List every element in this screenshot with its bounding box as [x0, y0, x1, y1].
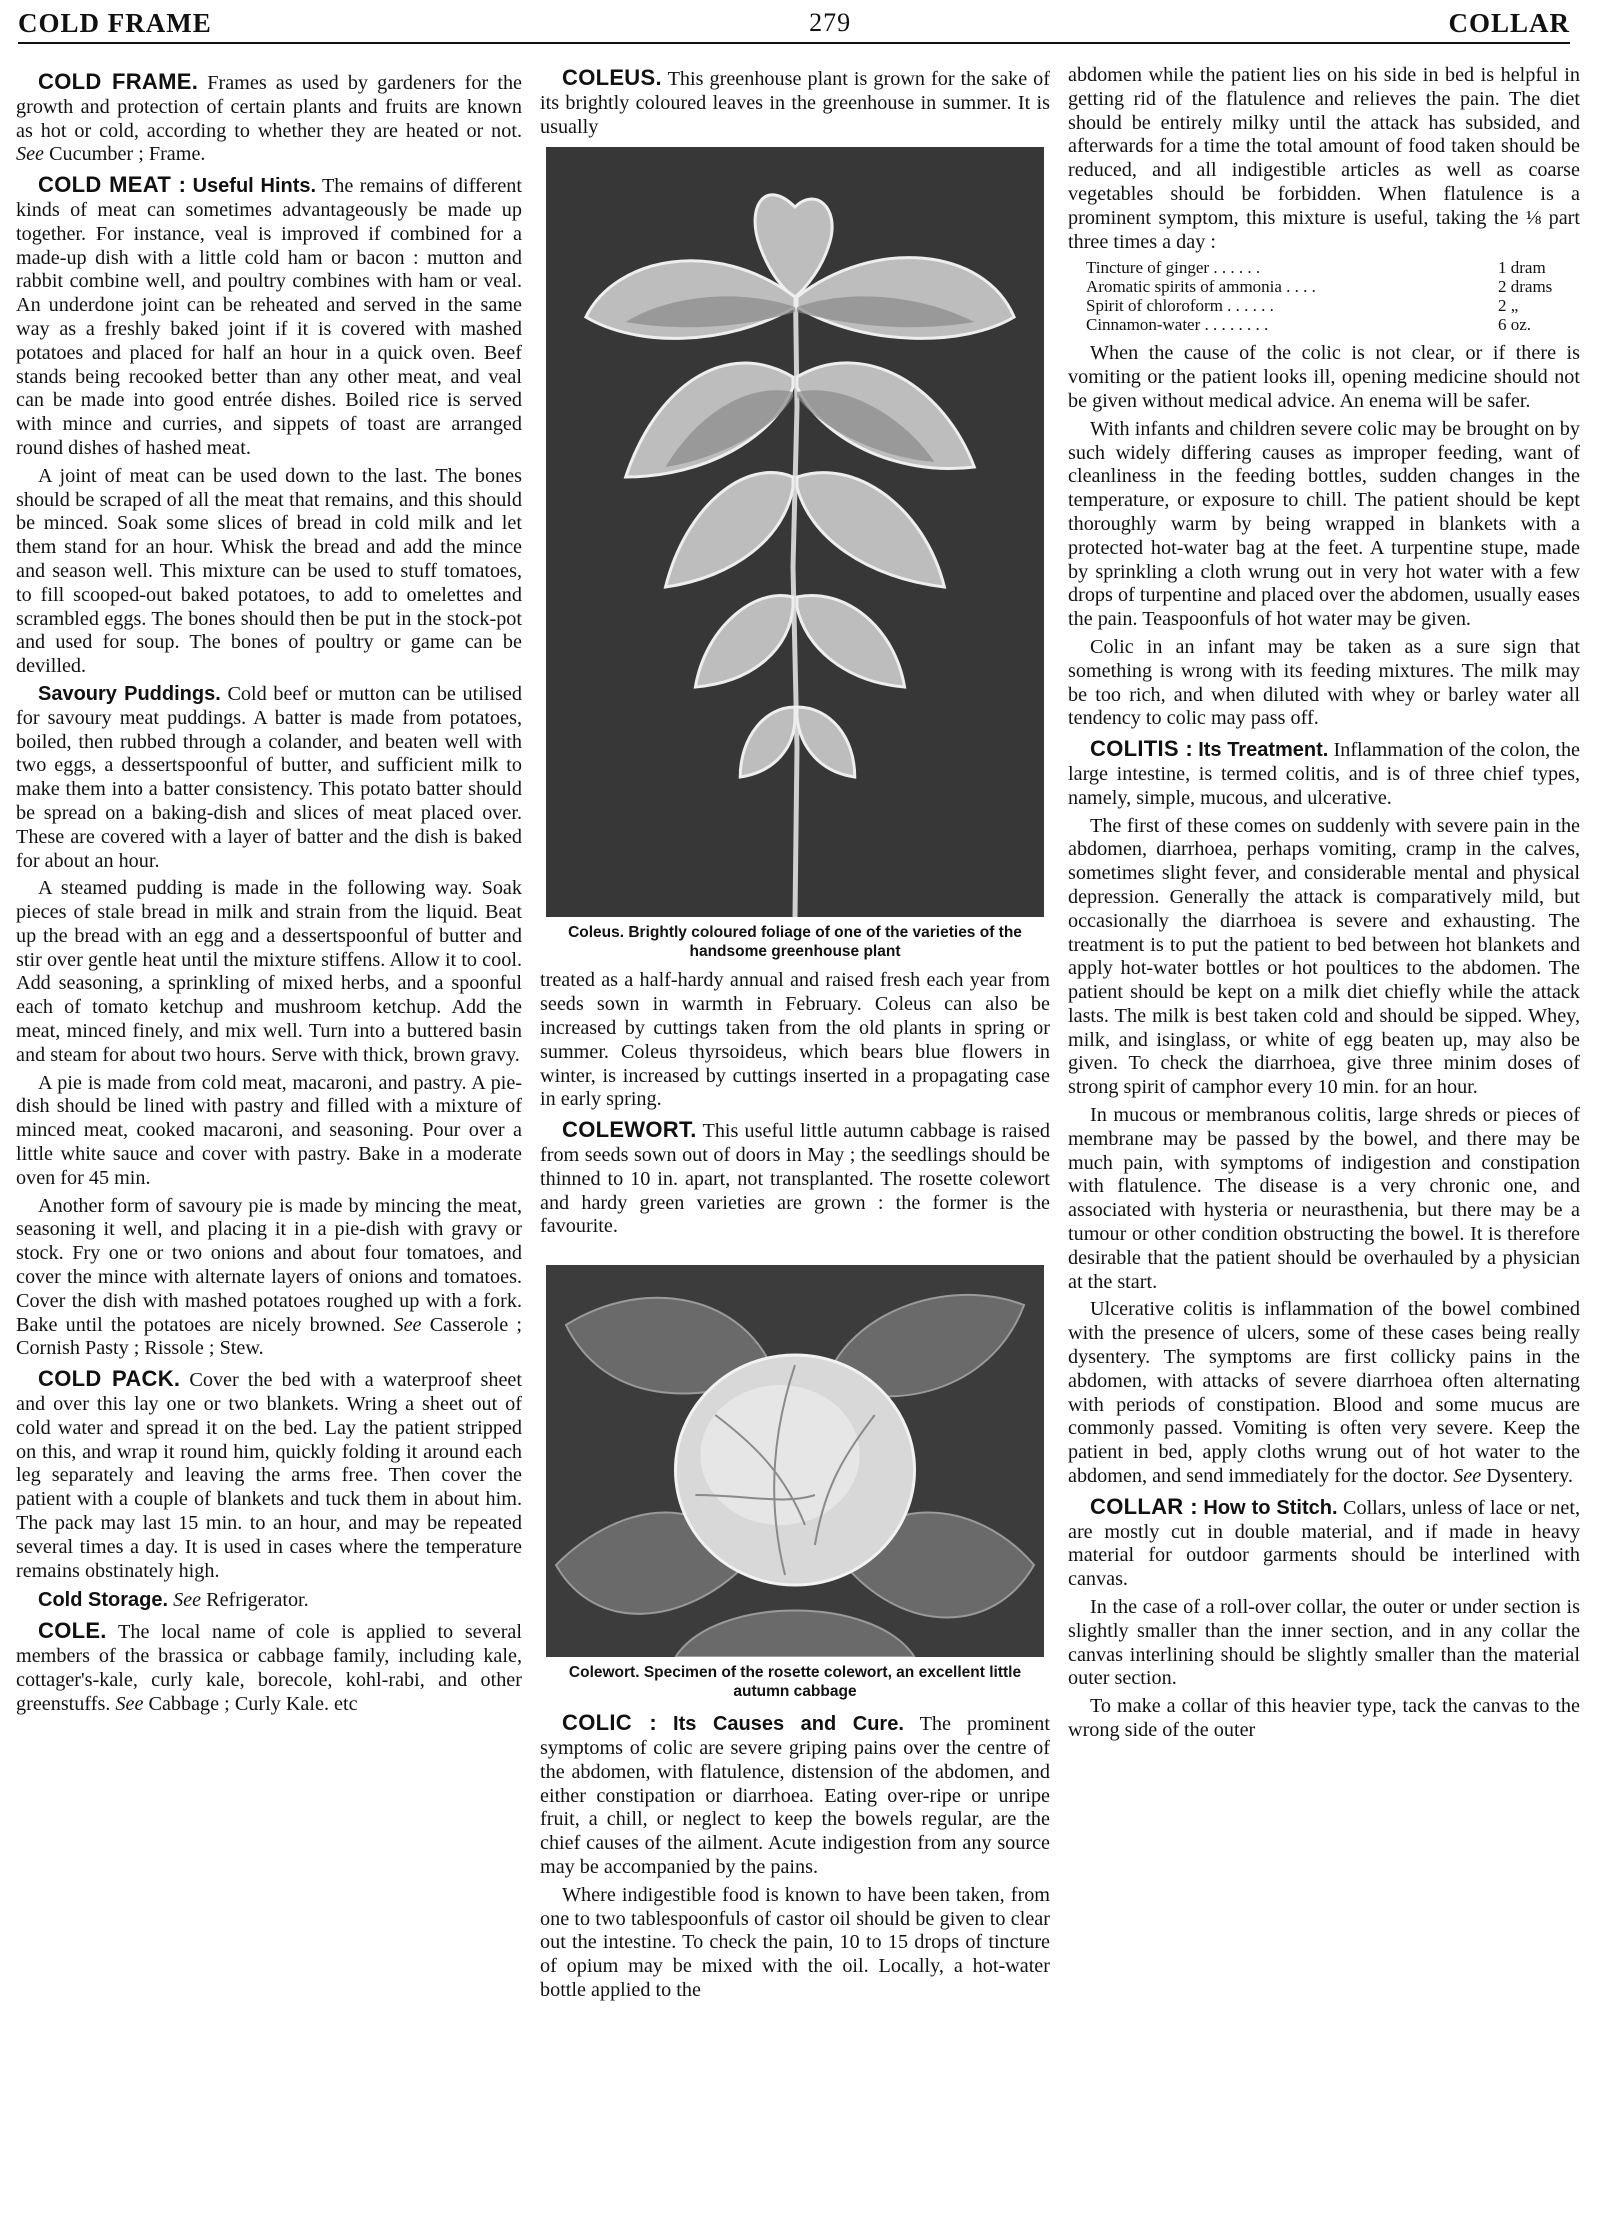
- page-number: 279: [809, 8, 852, 37]
- entry-cold-pack: COLD PACK. Cover the bed with a waterproof sheet and over this lay one or two blankets. Wring a sheet out of cold water and spread it on the bed. Lay the patient stripped on this, and wrap it round him, quickly folding it around each leg separately and leaving the arms free. Then cover the patient with a couple of blankets and tuck them in about him. The pack may last 15 min. to an hour, and may be repeated several times a day. It is used in cases where the temperature remains obstinately high.: [16, 1366, 522, 1582]
- headword: COLLAR :: [1090, 1493, 1198, 1519]
- entry-coleus: COLEUS. This greenhouse plant is grown for the sake of its brightly coloured leaves in the greenhouse in summer. It is usually: [540, 65, 1051, 138]
- paragraph: Where indigestible food is known to have been taken, from one to two tablespoonfuls of castor oil should be given to clear out the intestine. To check the pain, 10 to 15 drops of tincture of opium may be mixed with the oil. Locally, a hot-water bottle applied to the: [540, 1883, 1050, 2001]
- headword: COLEUS.: [562, 65, 662, 90]
- paragraph: abdomen while the patient lies on his side in bed is helpful in getting rid of the flatulence and relieves the pain. The diet should be entirely milky until the attack has subsided, and afterwards for a time the total amount of food taken should be reduced, and all indigestible articles as well as coarse vegetables should be forbidden. When flatulence is a prominent symptom, this mixture is useful, taking the ⅛ part three times a day :: [1068, 64, 1580, 253]
- paragraph: To make a collar of this heavier type, tack the canvas to the wrong side of the outer: [1068, 1695, 1580, 1741]
- paragraph: A steamed pudding is made in the following way. Soak pieces of stale bread in milk and strain from the liquid. Beat up the bread with an egg and a dessertspoonful of butter and stir over gentle heat until the mixture stiffens. Allow it to cool. Add seasoning, a sprinkling of mixed herbs, and a spoonful each of tomato ketchup and mushroom ketchup. Add the meat, minced finely, and mix well. Turn into a buttered basin and steam for about two hours. Serve with thick, brown gravy.: [16, 877, 522, 1066]
- running-header: [18, 8, 1570, 38]
- recipe-row: Aromatic spirits of ammonia . . . . 2 drams: [1086, 277, 1553, 297]
- subheading: Its Causes and Cure.: [673, 1713, 904, 1736]
- figure-caption: Colewort. Specimen of the rosette colewort, an excellent little autumn cabbage: [568, 1664, 1022, 1701]
- entry-cole: COLE. The local name of cole is applied to several members of the brassica or cabbage family, including kale, cottager's-kale, curly kale, borecole, kohl-rabi, and other greenstuffs. See Cabbage ; Curly Kale. etc: [16, 1618, 522, 1715]
- paragraph: Another form of savoury pie is made by mincing the meat, seasoning it well, and placing it in a pie-dish with gravy or stock. Fry one or two onions and about four tomatoes, and cover the mince with alternate layers of onions and tomatoes. Cover the dish with mashed potatoes roughed up with a fork. Bake until the potatoes are nicely browned. See Casserole ; Cornish Pasty ; Rissole ; Stew.: [16, 1194, 522, 1360]
- recipe-table: [1086, 258, 1598, 334]
- entry-cold-frame: COLD FRAME. Frames as used by gardeners for the growth and protection of certain plants and fruits are known as hot or cold, according to whether they are heated or not. See Cucumber ; Frame.: [16, 69, 522, 166]
- headword: COLE.: [38, 1618, 107, 1644]
- headword: COLD MEAT :: [38, 172, 187, 198]
- entry-collar: COLLAR : How to Stitch. Collars, unless of lace or net, are mostly cut in double material, and if made in heavy material for outdoor garments should be interlined with canvas.: [1068, 1493, 1580, 1591]
- subheading: Cold Storage.: [38, 1589, 169, 1612]
- entry-colitis: COLITIS : Its Treatment. Inflammation of the colon, the large intestine, is termed colitis, and is of three chief types, namely, simple, mucous, and ulcerative.: [1068, 736, 1581, 809]
- paragraph: The first of these comes on suddenly with severe pain in the abdomen, diarrhoea, perhaps vomiting, cramp in the calves, sometimes slight fever, and considerable mental and physical depression. Generally the attack is comparatively mild, but occasionally the diarrhoea is severe and exhausting. The treatment is to put the patient to bed between hot blankets and apply hot-water bottles or hot poultices to the abdomen. The patient should be kept on a milk diet chiefly while the attack lasts. The milk is best taken cold and should be sipped. Whey, milk, and isinglass, or white of egg beaten up, may also be given. To check the diarrhoea, give three minim doses of strong spirit of camphor every 10 min. for an hour.: [1068, 814, 1580, 1099]
- paragraph: In mucous or membranous colitis, large shreds or pieces of membrane may be passed by the bowel, and there may be much pain, with symptoms of indigestion and constipation with flatulence. The disease is a very chronic one, and associated with hysteria or neurasthenia, but there may be a tumour or other condition obstructing the bowel. It is therefore desirable that the patient should be overhauled by a physician at the start.: [1068, 1104, 1580, 1293]
- subheading: Useful Hints.: [192, 175, 317, 198]
- recipe-row: Cinnamon-water . . . . . . . . 6 oz.: [1086, 315, 1532, 335]
- figure-colewort: [540, 1265, 1050, 1701]
- headword: COLEWORT.: [562, 1117, 697, 1143]
- headword: COLD FRAME.: [38, 69, 199, 94]
- entry-cold-storage: Cold Storage. See Refrigerator.: [38, 1589, 309, 1612]
- entry-colic: COLIC : Its Causes and Cure. The prominent symptoms of colic are severe griping pains over the centre of the abdomen, with flatulence, distension of the abdomen, and either constipation or diarrhoea. Eating over-ripe or unripe fruit, a chill, or neglect to keep the bowels regular, are the chief causes of the ailment. Acute indigestion from any source may be accompanied by the pains.: [540, 1710, 1051, 1878]
- column-1: [16, 64, 522, 1720]
- paragraph: treated as a half-hardy annual and raised fresh each year from seeds sown in warmth in February. Coleus can also be increased by cuttings taken from the old plants in spring or summer. Coleus thyrsoideus, which bears blue flowers in winter, is increased by cuttings inserted in a propagating case in early spring.: [540, 969, 1050, 1111]
- paragraph: A joint of meat can be used down to the last. The bones should be scraped of all the meat that remains, and this should be minced. Soak some slices of bread in cold milk and let them stand for an hour. Whisk the bread and add the mince and season well. This mixture can be used to stuff tomatoes, to fill scooped-out baked potatoes, to add to omelettes and scrambled eggs. The bones should then be put in the stock-pot and used for soup. The bones of poultry or game can be devilled.: [16, 464, 522, 678]
- entry-colewort: COLEWORT. This useful little autumn cabbage is raised from seeds sown out of doors in May ; the seedlings should be thinned to 10 in. apart, not transplanted. The rosette colewort and hardy green varieties are grown : the former is the favourite.: [540, 1117, 1050, 1238]
- subheading: How to Stitch.: [1203, 1496, 1338, 1519]
- header-rule: [18, 42, 1570, 44]
- paragraph: Colic in an infant may be taken as a sure sign that something is wrong with its feeding mixtures. The milk may be too rich, and when diluted with whey or barley water all tendency to colic may pass off.: [1068, 635, 1580, 730]
- paragraph: In the case of a roll-over collar, the outer or under section is slightly smaller than the inner section, and in any collar the canvas interlining should be slightly smaller than the material outer section.: [1068, 1596, 1580, 1690]
- figure-caption: Coleus. Brightly coloured foliage of one of the varieties of the handsome greenhouse plant: [568, 924, 1022, 961]
- paragraph: Ulcerative colitis is inflammation of the bowel combined with the presence of ulcers, some of these cases being really dysentery. The symptoms are first collicky pains in the abdomen, with attacks of severe diarrhoea often alternating with periods of constipation. Blood and some mucus are commonly passed. Vomiting is often very severe. Keep the patient in bed, apply cloths wrung out of hot water to the abdomen, and send immediately for the doctor. See Dysentery.: [1068, 1298, 1580, 1488]
- headword: COLIC :: [562, 1710, 657, 1736]
- column-3: [1068, 64, 1580, 1747]
- paragraph: A pie is made from cold meat, macaroni, and pastry. A pie-dish should be lined with pastry and filled with a mixture of minced meat, cooked macaroni, and seasoning. Pour over a little white sauce and cover with pastry. Bake in a moderate oven for 45 min.: [16, 1071, 522, 1189]
- header-left: COLD FRAME: [18, 7, 212, 38]
- header-right: COLLAR: [1448, 7, 1570, 38]
- recipe-row: Spirit of chloroform . . . . . . 2 „: [1086, 296, 1519, 316]
- figure-coleus: [540, 147, 1050, 961]
- paragraph: With infants and children severe colic may be brought on by such widely differing causes as improper feeding, want of cleanliness in the feeding bottles, sudden changes in the temperature, or exposure to chill. The patient should be kept thoroughly warm by being wrapped in blankets with a protected hot-water bag at the feet. A turpentine stupe, made by sprinkling a cloth wrung out in very hot water with a few drops of turpentine and placed over the abdomen, usually eases the pain. Teaspoonfuls of hot water may be given.: [1068, 417, 1580, 631]
- subheading: Its Treatment.: [1198, 739, 1329, 762]
- entry-cold-meat: COLD MEAT : Useful Hints. The remains of different kinds of meat can sometimes advantageously be made up together. For instance, veal is improved if combined for a made-up dish with a little cold ham or bacon : mutton and rabbit combine well, and poultry combines with ham or veal. An underdone joint can be reheated and served in the same way as a freshly baked joint if it is covered with mashed potatoes and placed for half an hour in a quick oven. Beef stands being recooked better than any other meat, and veal can be made into good entrée dishes. Boiled rice is served with mince and curries, and sippets of toast are arranged round dishes of hashed meat.: [16, 172, 523, 459]
- subheading: Savoury Puddings.: [38, 682, 221, 705]
- colewort-photo: [546, 1265, 1044, 1657]
- column-2: [540, 66, 1050, 2007]
- coleus-plant-illustration: [546, 147, 1044, 917]
- headword: COLITIS :: [1090, 736, 1194, 762]
- cabbage-illustration: [546, 1265, 1044, 1657]
- paragraph: When the cause of the colic is not clear, or if there is vomiting or the patient looks ill, opening medicine should not be given without medical advice. An enema will be safer.: [1068, 342, 1580, 412]
- recipe-row: Tincture of ginger . . . . . . 1 dram: [1086, 258, 1546, 278]
- headword: COLD PACK.: [38, 1366, 181, 1392]
- entry-savoury-puddings: Savoury Puddings. Cold beef or mutton can be utilised for savoury meat puddings. A batter is made from potatoes, boiled, then rubbed through a colander, and beaten well with two eggs, a dessertspoonful of butter, and sufficient milk to make them into a batter consistency. This potato batter should be spread on a baking-dish and slices of meat placed over. These are covered with a layer of batter and the dish is baked for about an hour.: [16, 682, 522, 872]
- coleus-photo: [546, 147, 1044, 917]
